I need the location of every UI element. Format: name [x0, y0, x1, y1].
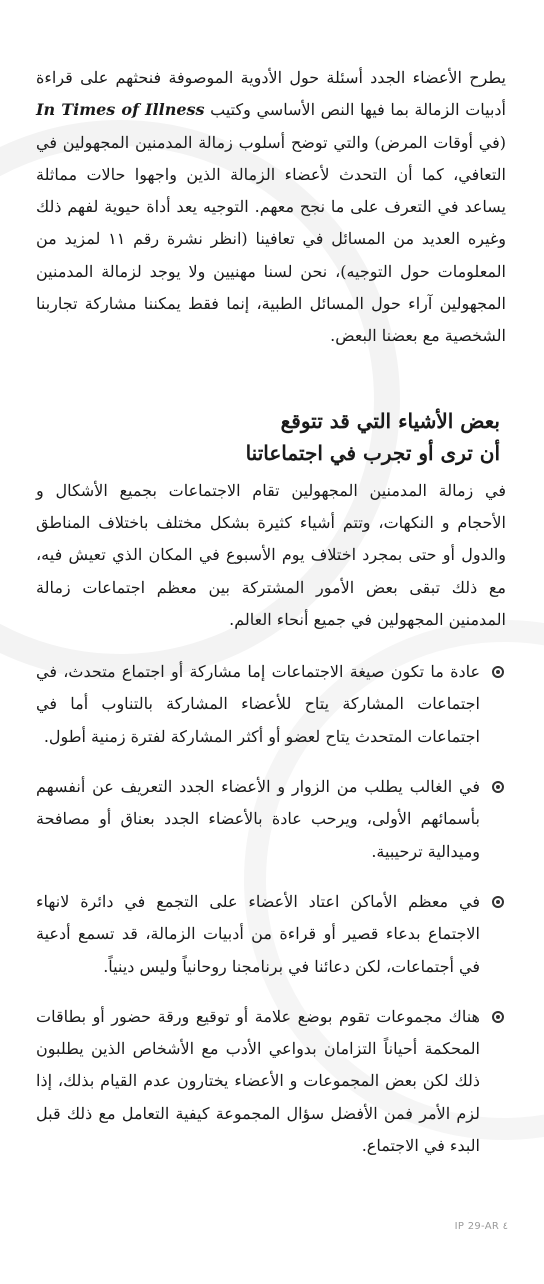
bullet-icon — [492, 1011, 504, 1023]
page-footer — [455, 1221, 508, 1232]
bullet-icon — [492, 896, 504, 908]
bullet-text: في الغالب يطلب من الزوار و الأعضاء الجدد التعريف عن أنفسهم بأسمائهم الأولى، ويرحب عادة بالأعضاء الجدد بعناق أو مصافحة وميدالية ترحيبية. — [36, 777, 480, 861]
list-item — [36, 1001, 506, 1162]
intro-text-start: يطرح الأعضاء الجدد أسئلة حول الأدوية الموصوفة فنحثهم على قراءة أدبيات الزمالة بما فيها النص الأساسي وكتيب — [36, 68, 506, 120]
bullet-icon — [492, 666, 504, 678]
heading-line-2: أن ترى أو تجرب في اجتماعاتنا — [245, 440, 500, 465]
bullet-list — [36, 656, 506, 1162]
document-page — [36, 62, 506, 1180]
heading-line-1: بعض الأشياء التي قد تتوقع — [280, 408, 500, 433]
bullet-text: هناك مجموعات تقوم بوضع علامة أو توقيع ورقة حضور أو بطاقات المحكمة أحياناً التزامان بدواعي الأدب مع الأشخاص الذين يطلبون ذلك لكن بعض المجموعات و الأعضاء يختارون عدم القيام بذلك، إذا لزم الأمر فمن الأفضل سؤال المجموعة كيفية التعامل مع ذلك قبل البدء في الاجتماع. — [36, 1006, 480, 1156]
bullet-icon — [492, 781, 504, 793]
page-number: ٤ — [502, 1221, 508, 1232]
book-title: In Times of Illness — [36, 100, 205, 120]
document-code: IP 29-AR — [454, 1221, 500, 1232]
intro-paragraph — [36, 62, 506, 353]
bullet-text: عادة ما تكون صيغة الاجتماعات إما مشاركة أو اجتماع متحدث، في اجتماعات المشاركة يتاح للأعضاء المشاركة بالتناوب أما في اجتماعات المتحدث يتاح لعضو أو أكثر المشاركة لفترة زمنية أطول. — [36, 662, 480, 746]
list-item — [36, 771, 506, 868]
list-item — [36, 656, 506, 753]
intro-text-end: (في أوقات المرض) والتي توضح أسلوب زمالة المدمنين المجهولين في التعافي، كما أن التحدث لأعضاء الزمالة الذين واجهوا حالات مماثلة يساعد في التعرف على ما نجح معهم. التوجيه يعد أداة حيوية لفهم ذلك وغيره العديد من المسائل في تعافينا (انظر نشرة رقم ١١ لمزيد من المعلومات حول التوجيه)، نحن لسنا مهنيين ولا يوجد لزمالة المدمنين المجهولين آراء حول المسائل الطبية، إنما فقط يمكننا مشاركة تجاربنا الشخصية مع بعضنا البعض. — [36, 132, 507, 346]
bullet-text: في معظم الأماكن اعتاد الأعضاء على التجمع في دائرة لانهاء الاجتماع بدعاء قصير أو قراءة من أدبيات الزمالة، قد تسمع أدعية في أجتماعات، لكن دعائنا في برنامجنا روحانياً وليس دينياً. — [36, 891, 480, 976]
list-item — [36, 886, 506, 983]
section-heading — [36, 405, 500, 469]
section-paragraph: في زمالة المدمنين المجهولين تقام الاجتماعات بجميع الأشكال و الأحجام و النكهات، وتتم أشياء كثيرة بشكل مختلف باختلاف المناطق والدول أو حتى بمجرد اختلاف يوم الأسبوع في المكان الذي تعيش فيه، مع ذلك تبقى بعض الأمور المشتركة بين معظم اجتماعات زمالة المدمنين المجهولين في جميع أنحاء العالم. — [36, 480, 506, 629]
